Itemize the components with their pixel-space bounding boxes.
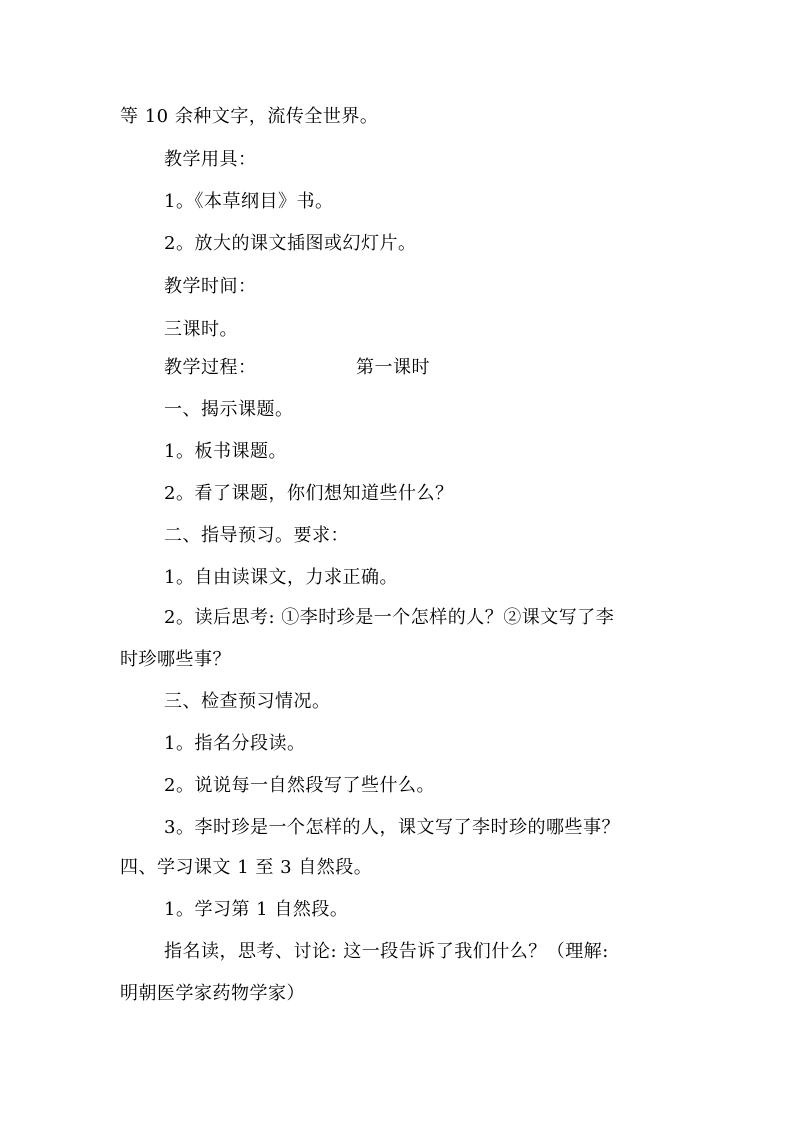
- text-line-continuation: 等 10 余种文字，流传全世界。: [120, 106, 379, 127]
- section-4-discussion-continued: 明朝医学家药物学家）: [120, 983, 305, 1004]
- heading-teaching-time: 教学时间：: [164, 276, 257, 297]
- section-3-item-1: 1。指名分段读。: [164, 733, 306, 754]
- section-1-item-2: 2。看了课题，你们想知道些什么？: [164, 483, 454, 504]
- section-2-item-2-continued: 时珍哪些事？: [120, 649, 231, 670]
- section-4-item-1: 1。学习第 1 自然段。: [164, 899, 349, 920]
- heading-teaching-process: 教学过程：: [164, 357, 257, 378]
- section-4-heading: 四、学习课文 1 至 3 自然段。: [120, 857, 373, 878]
- section-2-item-2: 2。读后思考: ①李时珍是一个怎样的人？②课文写了李: [164, 607, 615, 628]
- section-2-item-1: 1。自由读课文，力求正确。: [164, 567, 398, 588]
- section-3-heading: 三、检查预习情况。: [164, 691, 331, 712]
- heading-teaching-tools: 教学用具：: [164, 149, 257, 170]
- section-3-item-3: 3。李时珍是一个怎样的人，课文写了李时珍的哪些事？: [164, 817, 620, 838]
- lesson-title: 第一课时: [356, 357, 430, 378]
- section-4-discussion: 指名读，思考、讨论: 这一段告诉了我们什么？（理解:: [164, 941, 609, 962]
- section-1-item-1: 1。板书课题。: [164, 441, 287, 462]
- tools-item-2: 2。放大的课文插图或幻灯片。: [164, 233, 417, 254]
- teaching-time-value: 三课时。: [164, 319, 238, 340]
- tools-item-1: 1。《本草纲目》书。: [164, 191, 334, 212]
- section-3-item-2: 2。说说每一自然段写了些什么。: [164, 775, 435, 796]
- section-1-heading: 一、揭示课题。: [164, 399, 294, 420]
- section-2-heading: 二、指导预习。要求：: [164, 525, 349, 546]
